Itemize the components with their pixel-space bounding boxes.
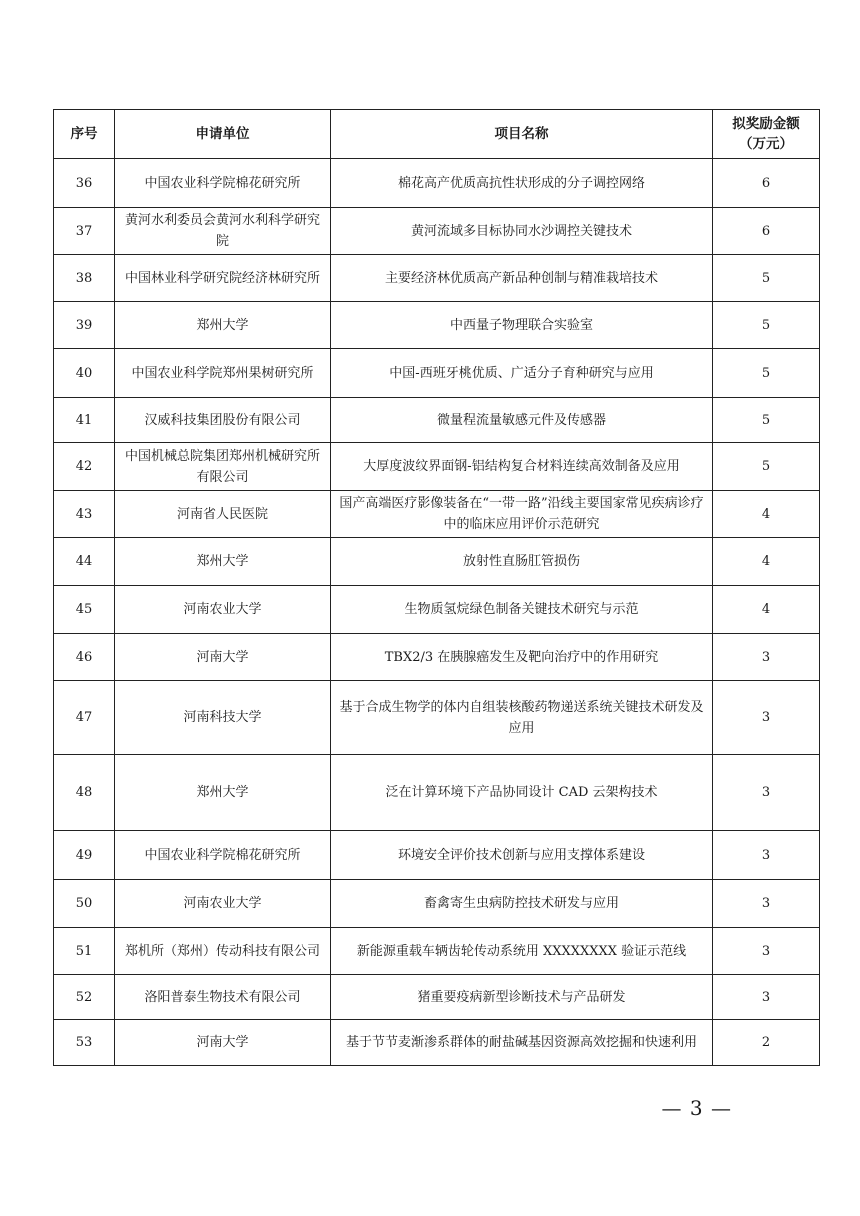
- cell-no: 48: [54, 755, 115, 831]
- header-amount-line2: （万元）: [739, 136, 793, 152]
- header-no: 序号: [54, 110, 115, 159]
- cell-unit: 中国农业科学院棉花研究所: [115, 159, 331, 208]
- cell-unit: 郑州大学: [115, 538, 331, 586]
- cell-amount: 3: [713, 880, 820, 928]
- cell-unit: 郑州大学: [115, 755, 331, 831]
- cell-unit: 河南大学: [115, 1020, 331, 1066]
- cell-amount: 5: [713, 349, 820, 398]
- cell-project: 生物质氢烷绿色制备关键技术研究与示范: [331, 586, 713, 634]
- cell-no: 53: [54, 1020, 115, 1066]
- cell-project: 基于合成生物学的体内自组装核酸药物递送系统关键技术研发及应用: [331, 681, 713, 755]
- table-row: [54, 255, 820, 302]
- cell-amount: 3: [713, 681, 820, 755]
- cell-no: 49: [54, 831, 115, 880]
- cell-no: 51: [54, 928, 115, 975]
- cell-no: 52: [54, 975, 115, 1020]
- cell-no: 40: [54, 349, 115, 398]
- cell-unit: 河南省人民医院: [115, 491, 331, 538]
- table-header-row: [54, 110, 820, 159]
- cell-unit: 中国机械总院集团郑州机械研究所有限公司: [115, 443, 331, 491]
- table-row: [54, 159, 820, 208]
- cell-no: 38: [54, 255, 115, 302]
- cell-unit: 汉威科技集团股份有限公司: [115, 398, 331, 443]
- cell-amount: 6: [713, 208, 820, 255]
- table-row: [54, 302, 820, 349]
- cell-amount: 3: [713, 755, 820, 831]
- table-row: [54, 975, 820, 1020]
- cell-project: 环境安全评价技术创新与应用支撑体系建设: [331, 831, 713, 880]
- table-row: [54, 755, 820, 831]
- cell-no: 44: [54, 538, 115, 586]
- cell-project: 主要经济林优质高产新品种创制与精准栽培技术: [331, 255, 713, 302]
- table-row: [54, 538, 820, 586]
- header-project: 项目名称: [331, 110, 713, 159]
- cell-amount: 5: [713, 255, 820, 302]
- cell-project: 基于节节麦渐渗系群体的耐盐碱基因资源高效挖掘和快速利用: [331, 1020, 713, 1066]
- award-table: [53, 109, 820, 1066]
- table-body: [54, 159, 820, 1066]
- cell-amount: 3: [713, 975, 820, 1020]
- cell-project: TBX2/3 在胰腺癌发生及靶向治疗中的作用研究: [331, 634, 713, 681]
- table-row: [54, 681, 820, 755]
- cell-no: 47: [54, 681, 115, 755]
- page-number: — 3 —: [661, 1096, 732, 1120]
- cell-amount: 6: [713, 159, 820, 208]
- cell-project: 畜禽寄生虫病防控技术研发与应用: [331, 880, 713, 928]
- table-row: [54, 586, 820, 634]
- header-amount-line1: 拟奖励金额: [732, 116, 800, 132]
- table-row: [54, 398, 820, 443]
- cell-project: 棉花高产优质高抗性状形成的分子调控网络: [331, 159, 713, 208]
- cell-project: 中国-西班牙桃优质、广适分子育种研究与应用: [331, 349, 713, 398]
- cell-unit: 中国林业科学研究院经济林研究所: [115, 255, 331, 302]
- cell-amount: 5: [713, 443, 820, 491]
- table-row: [54, 880, 820, 928]
- cell-unit: 河南科技大学: [115, 681, 331, 755]
- cell-project: 猪重要疫病新型诊断技术与产品研发: [331, 975, 713, 1020]
- cell-amount: 3: [713, 634, 820, 681]
- cell-unit: 郑机所（郑州）传动科技有限公司: [115, 928, 331, 975]
- cell-unit: 中国农业科学院郑州果树研究所: [115, 349, 331, 398]
- table-row: [54, 491, 820, 538]
- header-amount: [713, 110, 820, 159]
- cell-project: 中西量子物理联合实验室: [331, 302, 713, 349]
- header-unit: 申请单位: [115, 110, 331, 159]
- cell-unit: 河南农业大学: [115, 586, 331, 634]
- cell-unit: 中国农业科学院棉花研究所: [115, 831, 331, 880]
- cell-amount: 3: [713, 928, 820, 975]
- cell-unit: 河南大学: [115, 634, 331, 681]
- table-row: [54, 1020, 820, 1066]
- cell-project: 国产高端医疗影像装备在“一带一路”沿线主要国家常见疾病诊疗中的临床应用评价示范研究: [331, 491, 713, 538]
- cell-amount: 4: [713, 491, 820, 538]
- cell-amount: 5: [713, 398, 820, 443]
- cell-no: 43: [54, 491, 115, 538]
- cell-amount: 3: [713, 831, 820, 880]
- table-row: [54, 928, 820, 975]
- cell-no: 41: [54, 398, 115, 443]
- cell-no: 39: [54, 302, 115, 349]
- table-row: [54, 443, 820, 491]
- table-row: [54, 634, 820, 681]
- cell-no: 37: [54, 208, 115, 255]
- cell-unit: 黄河水利委员会黄河水利科学研究院: [115, 208, 331, 255]
- table-row: [54, 208, 820, 255]
- cell-no: 42: [54, 443, 115, 491]
- cell-amount: 5: [713, 302, 820, 349]
- cell-no: 45: [54, 586, 115, 634]
- cell-project: 放射性直肠肛管损伤: [331, 538, 713, 586]
- cell-project: 黄河流域多目标协同水沙调控关键技术: [331, 208, 713, 255]
- cell-unit: 河南农业大学: [115, 880, 331, 928]
- cell-project: 新能源重载车辆齿轮传动系统用 XXXXXXXX 验证示范线: [331, 928, 713, 975]
- cell-amount: 4: [713, 538, 820, 586]
- cell-project: 微量程流量敏感元件及传感器: [331, 398, 713, 443]
- cell-no: 46: [54, 634, 115, 681]
- cell-unit: 郑州大学: [115, 302, 331, 349]
- cell-amount: 2: [713, 1020, 820, 1066]
- cell-no: 36: [54, 159, 115, 208]
- table-row: [54, 831, 820, 880]
- cell-no: 50: [54, 880, 115, 928]
- cell-amount: 4: [713, 586, 820, 634]
- cell-unit: 洛阳普泰生物技术有限公司: [115, 975, 331, 1020]
- table-row: [54, 349, 820, 398]
- cell-project: 泛在计算环境下产品协同设计 CAD 云架构技术: [331, 755, 713, 831]
- cell-project: 大厚度波纹界面钢-铝结构复合材料连续高效制备及应用: [331, 443, 713, 491]
